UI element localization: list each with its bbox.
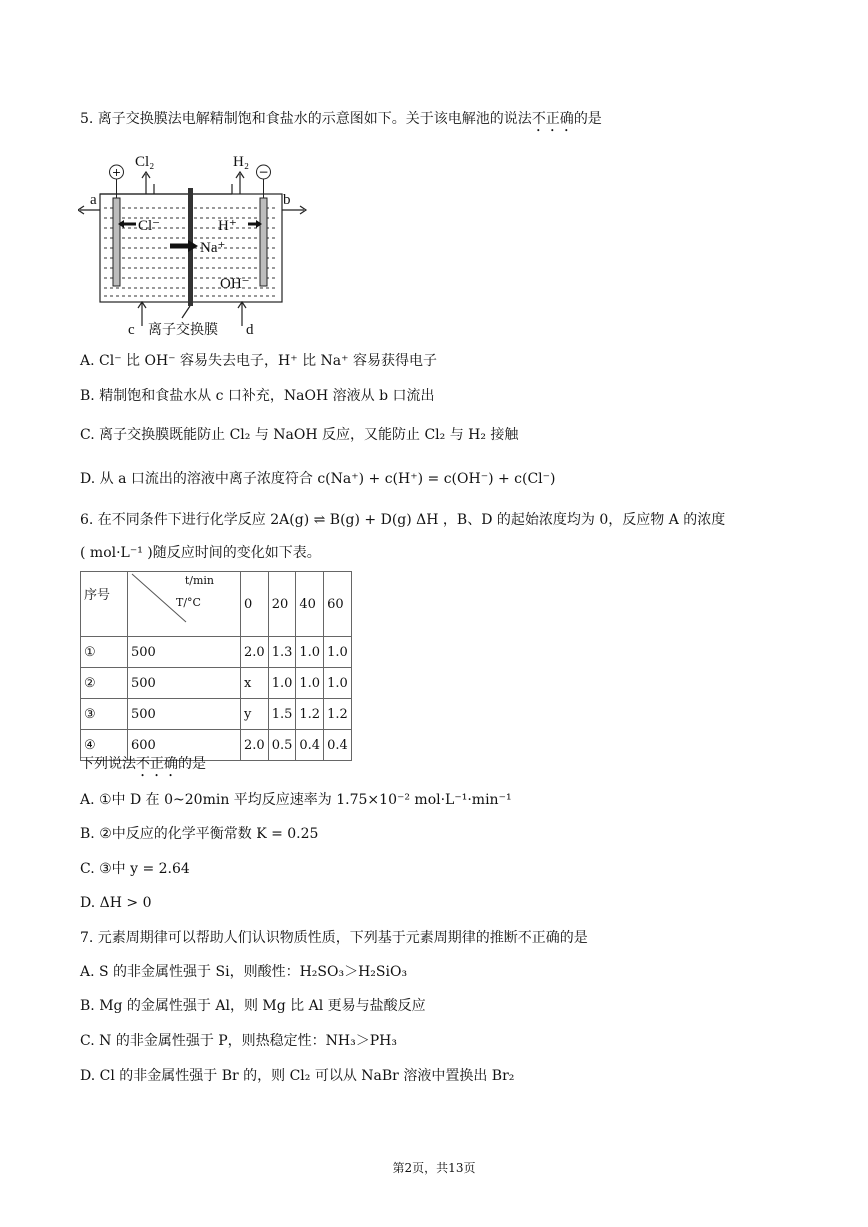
h2-label: H₂ xyxy=(233,154,250,170)
outlet-b-label: b xyxy=(283,192,291,208)
table-cell: 1.2 xyxy=(324,699,352,730)
inlet-c-label: c xyxy=(128,322,135,338)
q6-option-d: D. ΔH > 0 xyxy=(80,895,152,911)
table-cell: ② xyxy=(81,668,128,699)
table-cell: ③ xyxy=(81,699,128,730)
electrolysis-cell-diagram xyxy=(78,148,308,338)
q6-after-table: 下列说法不正确的是 xyxy=(80,756,206,772)
page-footer: 第2页，共13页 xyxy=(392,1161,476,1175)
table-row xyxy=(81,637,352,668)
q7-stem: 7. 元素周期律可以帮助人们认识物质性质，下列基于元素周期律的推断不正确的是 xyxy=(80,930,588,946)
table-header-time: 40 xyxy=(296,572,324,637)
cl-ion-label: Cl⁻ xyxy=(138,218,161,234)
table-cell: 500 xyxy=(128,668,241,699)
table-cell: 1.0 xyxy=(268,668,296,699)
q5-option-c: C. 离子交换膜既能防止 Cl₂ 与 NaOH 反应，又能防止 Cl₂ 与 H₂ 接触 xyxy=(80,427,519,443)
membrane-label: 离子交换膜 xyxy=(148,322,218,338)
h-ion-label: H⁺ xyxy=(218,218,237,234)
table-cell: 0.4 xyxy=(296,730,324,761)
table-cell: x xyxy=(241,668,269,699)
q7-option-a: A. S 的非金属性强于 Si，则酸性：H₂SO₃＞H₂SiO₃ xyxy=(80,964,408,980)
table-header-row xyxy=(81,572,352,637)
table-cell: 1.0 xyxy=(324,637,352,668)
q5-option-b: B. 精制饱和食盐水从 c 口补充，NaOH 溶液从 b 口流出 xyxy=(80,388,435,404)
table-header-diagonal xyxy=(128,572,241,637)
table-cell: 1.2 xyxy=(296,699,324,730)
q7-option-b: B. Mg 的金属性强于 Al，则 Mg 比 Al 更易与盐酸反应 xyxy=(80,998,426,1014)
table-header-index: 序号 xyxy=(81,572,128,637)
table-cell: 0.5 xyxy=(268,730,296,761)
table-cell: ① xyxy=(81,637,128,668)
header-time-label: t/min xyxy=(184,574,214,587)
table-cell: ④ xyxy=(81,730,128,761)
table-cell: 1.0 xyxy=(296,637,324,668)
table-row xyxy=(81,699,352,730)
table-cell: y xyxy=(241,699,269,730)
q5-option-d: D. 从 a 口流出的溶液中离子浓度符合 c(Na⁺) + c(H⁺) = c(OH⁻) + c(Cl⁻) xyxy=(80,471,556,487)
table-row xyxy=(81,668,352,699)
q6-stem-line2: ( mol·L⁻¹ )随反应时间的变化如下表。 xyxy=(80,545,321,561)
table-cell: 1.5 xyxy=(268,699,296,730)
table-cell: 500 xyxy=(128,699,241,730)
q5-stem: 5. 离子交换膜法电解精制饱和食盐水的示意图如下。关于该电解池的说法不正确的是 xyxy=(80,111,602,127)
table-cell: 600 xyxy=(128,730,241,761)
table-header-time: 60 xyxy=(324,572,352,637)
table-cell: 1.0 xyxy=(296,668,324,699)
anode-plus-sign: + xyxy=(111,166,122,179)
table-cell: 1.3 xyxy=(268,637,296,668)
q7-option-c: C. N 的非金属性强于 P，则热稳定性：NH₃＞PH₃ xyxy=(80,1033,397,1049)
table-cell: 1.0 xyxy=(324,668,352,699)
q6-option-a: A. ①中 D 在 0~20min 平均反应速率为 1.75×10⁻² mol·L⁻¹·min⁻¹ xyxy=(80,792,512,808)
cathode-minus-sign: − xyxy=(258,165,269,179)
q6-stem-line1: 6. 在不同条件下进行化学反应 2A(g) ⇌ B(g) + D(g) ΔH ，B、D 的起始浓度均为 0，反应物 A 的浓度 xyxy=(80,512,726,528)
oh-ion-label: OH⁻ xyxy=(220,276,250,292)
outlet-a-label: a xyxy=(90,192,97,208)
header-temp-label: T/°C xyxy=(176,596,201,609)
table-cell: 0.4 xyxy=(324,730,352,761)
table-cell: 2.0 xyxy=(241,730,269,761)
table-cell: 2.0 xyxy=(241,637,269,668)
table-header-time: 0 xyxy=(241,572,269,637)
na-ion-label: Na⁺ xyxy=(200,240,226,256)
table-header-time: 20 xyxy=(268,572,296,637)
q6-option-b: B. ②中反应的化学平衡常数 K = 0.25 xyxy=(80,826,319,842)
q5-option-a: A. Cl⁻ 比 OH⁻ 容易失去电子，H⁺ 比 Na⁺ 容易获得电子 xyxy=(80,353,437,369)
concentration-table xyxy=(80,571,352,761)
q6-option-c: C. ③中 y = 2.64 xyxy=(80,861,190,877)
inlet-d-label: d xyxy=(246,322,254,338)
q7-option-d: D. Cl 的非金属性强于 Br 的，则 Cl₂ 可以从 NaBr 溶液中置换出 Br₂ xyxy=(80,1068,515,1084)
table-cell: 500 xyxy=(128,637,241,668)
cl2-label: Cl₂ xyxy=(135,154,155,170)
